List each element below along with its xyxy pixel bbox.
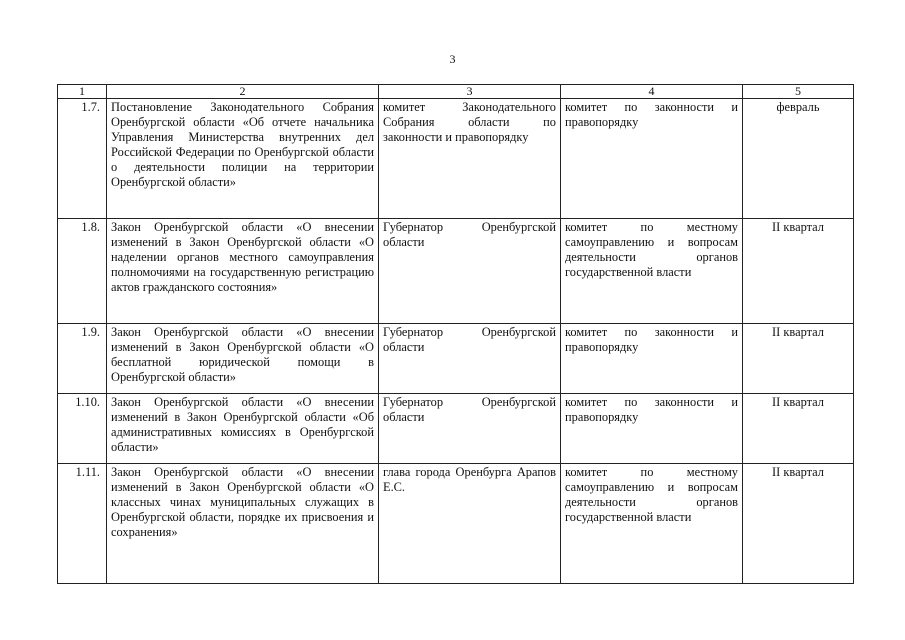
term: II квартал (743, 219, 854, 324)
document-title: Закон Оренбургской области «О внесении изменений в Закон Оренбургской области «О наделении органов местного самоуправления полномочиями на государственную регистрацию актов гражданского состояния» (107, 219, 379, 324)
initiator: глава города Оренбурга Арапов Е.С. (379, 464, 561, 584)
document-title: Закон Оренбургской области «О внесении изменений в Закон Оренбургской области «О классных чинах муниципальных служащих в Оренбургской области, порядке их присвоения и сохранения» (107, 464, 379, 584)
document-title: Закон Оренбургской области «О внесении изменений в Закон Оренбургской области «О бесплатной юридической помощи в Оренбургской области» (107, 324, 379, 394)
column-header: 4 (561, 85, 743, 99)
table-row (58, 324, 854, 394)
legislative-plan-table (57, 84, 854, 584)
item-number: 1.10. (58, 394, 107, 464)
responsible-committee: комитет по местному самоуправлению и вопросам деятельности органов государственной власти (561, 464, 743, 584)
item-number: 1.11. (58, 464, 107, 584)
term: II квартал (743, 464, 854, 584)
item-number: 1.9. (58, 324, 107, 394)
responsible-committee: комитет по местному самоуправлению и вопросам деятельности органов государственной власти (561, 219, 743, 324)
page-number: 3 (449, 52, 456, 66)
column-header: 2 (107, 85, 379, 99)
initiator: Губернатор Оренбургской области (379, 324, 561, 394)
document-title: Постановление Законодательного Собрания Оренбургской области «Об отчете начальника Управления Министерства внутренних дел Российской Федерации по Оренбургской области о деятельности полиции на территории Оренбургской области» (107, 99, 379, 219)
term: II квартал (743, 324, 854, 394)
column-header: 3 (379, 85, 561, 99)
column-header: 1 (58, 85, 107, 99)
responsible-committee: комитет по законности и правопорядку (561, 99, 743, 219)
item-number: 1.7. (58, 99, 107, 219)
document-title: Закон Оренбургской области «О внесении изменений в Закон Оренбургской области «Об административных комиссиях в Оренбургской области» (107, 394, 379, 464)
term: II квартал (743, 394, 854, 464)
responsible-committee: комитет по законности и правопорядку (561, 324, 743, 394)
initiator: Губернатор Оренбургской области (379, 394, 561, 464)
initiator: комитет Законодательного Собрания области по законности и правопорядку (379, 99, 561, 219)
table-row (58, 99, 854, 219)
term: февраль (743, 99, 854, 219)
responsible-committee: комитет по законности и правопорядку (561, 394, 743, 464)
table-row (58, 219, 854, 324)
column-header: 5 (743, 85, 854, 99)
initiator: Губернатор Оренбургской области (379, 219, 561, 324)
table-header-row (58, 85, 854, 99)
table-row (58, 394, 854, 464)
item-number: 1.8. (58, 219, 107, 324)
table-row (58, 464, 854, 584)
